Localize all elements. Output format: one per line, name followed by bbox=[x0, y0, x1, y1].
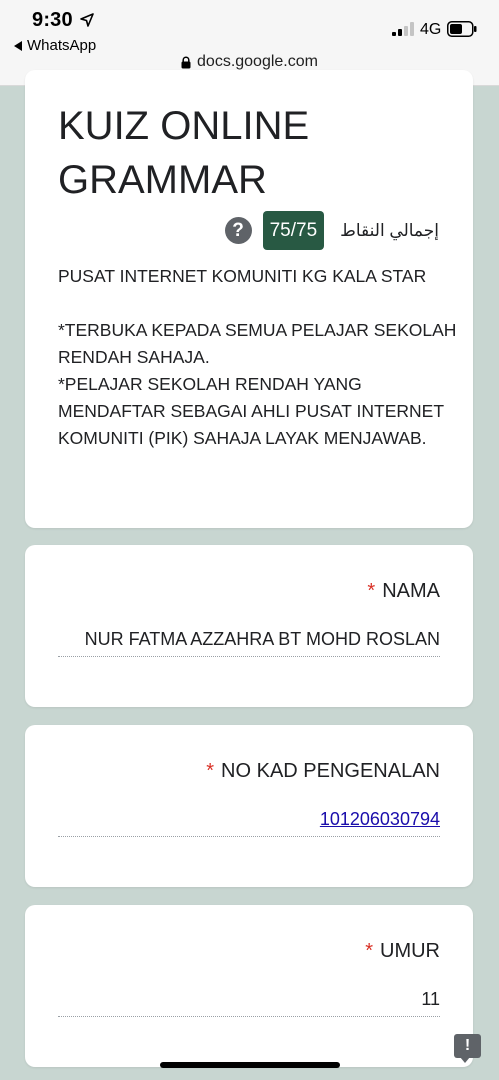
back-app-label: WhatsApp bbox=[27, 37, 97, 54]
feedback-icon[interactable]: ! bbox=[454, 1034, 481, 1058]
form-header-card bbox=[25, 70, 473, 528]
back-to-app-button[interactable] bbox=[14, 37, 96, 54]
score-label: إجمالي النقاط bbox=[340, 220, 439, 240]
cellular-signal-icon bbox=[392, 22, 414, 36]
location-arrow-icon bbox=[80, 13, 94, 27]
required-asterisk: * bbox=[206, 760, 215, 782]
question-card-nama bbox=[25, 545, 473, 707]
answer-field[interactable] bbox=[58, 809, 440, 837]
back-triangle-icon bbox=[14, 41, 22, 51]
question-card-umur bbox=[25, 905, 473, 1067]
question-title: NAMA bbox=[382, 580, 440, 602]
description-line: *PELAJAR SEKOLAH RENDAH YANG MENDAFTAR SEBAGAI AHLI PUSAT INTERNET KOMUNITI (PIK) SAHAJA LAYAK MENJAWAB. bbox=[58, 374, 444, 448]
url-bar[interactable] bbox=[0, 53, 499, 71]
question-card-no-kad bbox=[25, 725, 473, 887]
score-row bbox=[225, 211, 439, 250]
answer-field[interactable]: NUR FATMA AZZAHRA BT MOHD ROSLAN bbox=[58, 629, 440, 657]
required-asterisk: * bbox=[365, 940, 373, 962]
battery-icon bbox=[447, 21, 477, 37]
network-type: 4G bbox=[420, 21, 442, 38]
score-badge: 75/75 bbox=[263, 211, 325, 250]
required-asterisk: * bbox=[367, 580, 376, 602]
question-label bbox=[365, 940, 440, 963]
description-line: *TERBUKA KEPADA SEMUA PELAJAR SEKOLAH RENDAH SAHAJA. bbox=[58, 320, 457, 367]
question-label bbox=[206, 760, 440, 783]
help-circle-icon[interactable]: ? bbox=[225, 217, 252, 244]
status-time: 9:30 bbox=[32, 9, 73, 31]
lock-icon bbox=[181, 56, 191, 69]
question-title: NO KAD PENGENALAN bbox=[221, 760, 440, 782]
question-title: UMUR bbox=[380, 940, 440, 962]
answer-field[interactable]: 11 bbox=[58, 989, 440, 1017]
description-line: PUSAT INTERNET KOMUNITI KG KALA STAR bbox=[58, 266, 427, 286]
question-label bbox=[367, 580, 440, 603]
url-text: docs.google.com bbox=[197, 53, 318, 70]
form-description bbox=[58, 263, 458, 452]
home-indicator[interactable] bbox=[160, 1062, 340, 1068]
form-title: KUIZ ONLINE GRAMMAR bbox=[58, 104, 310, 202]
answer-link[interactable]: 101206030794 bbox=[319, 809, 440, 829]
